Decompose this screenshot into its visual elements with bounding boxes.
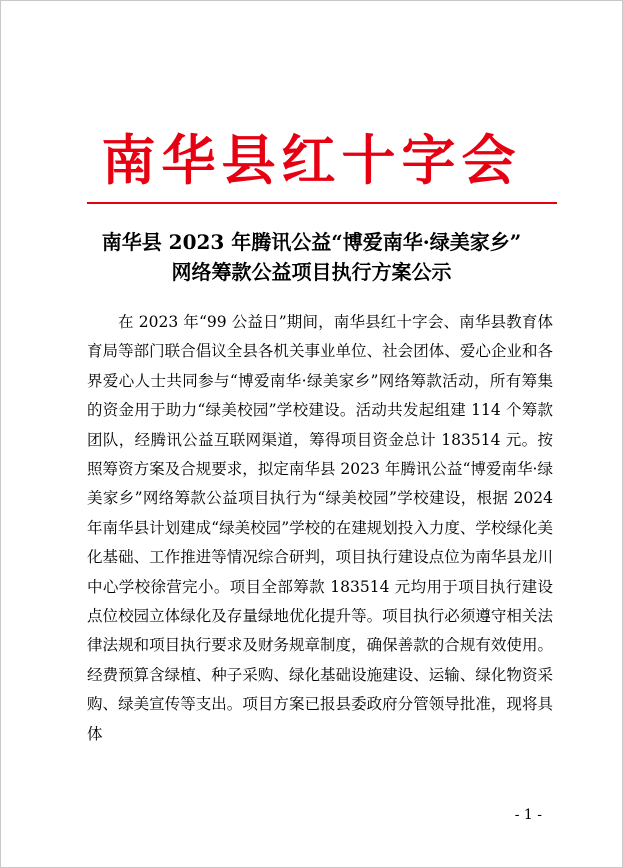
body-paragraph: 在 2023 年“99 公益日”期间，南华县红十字会、南华县教育体育局等部门联合倡议全县各机关事业单位、社会团体、爱心企业和各界爱心人士共同参与“博爱南华·绿美家乡”网络筹款活动，所有筹集的资金用于助力“绿美校园”学校建设。活动共发起组建 114 个筹款团队，经腾讯公益互联网渠道，筹得项目资金总计 183514 元。按照筹资方案及合规要求，拟定南华县 2023 年腾讯公益“博爱南华·绿美家乡”网络筹款公益项目执行为“绿美校园”学校建设，根据 2024 年南华县计划建成“绿美校园”学校的在建规划投入力度、学校绿化美化基础、工作推进等情况综合研判，项目执行建设点位为南华县龙川中心学校徐营完小。项目全部筹款 183514 元均用于项目执行建设点位校园立体绿化及存量绿地优化提升等。项目执行必须遵守相关法律法规和项目执行要求及财务规章制度，确保善款的合规有效使用。经费预算含绿植、种子采购、绿化基础设施建设、运输、绿化物资采购、绿美宣传等支出。项目方案已报县委政府分管领导批准，现将具体 <box>87 313 553 743</box>
body-text-block <box>87 308 553 749</box>
page-number: - 1 - <box>514 807 542 823</box>
red-divider-line <box>87 202 557 204</box>
masthead-title: 南华县红十字会 <box>101 128 522 192</box>
document-title-line-2: 网络筹款公益项目执行方案公示 <box>171 260 452 284</box>
document-title-line-1: 南华县 2023 年腾讯公益“博爱南华·绿美家乡” <box>101 230 522 254</box>
